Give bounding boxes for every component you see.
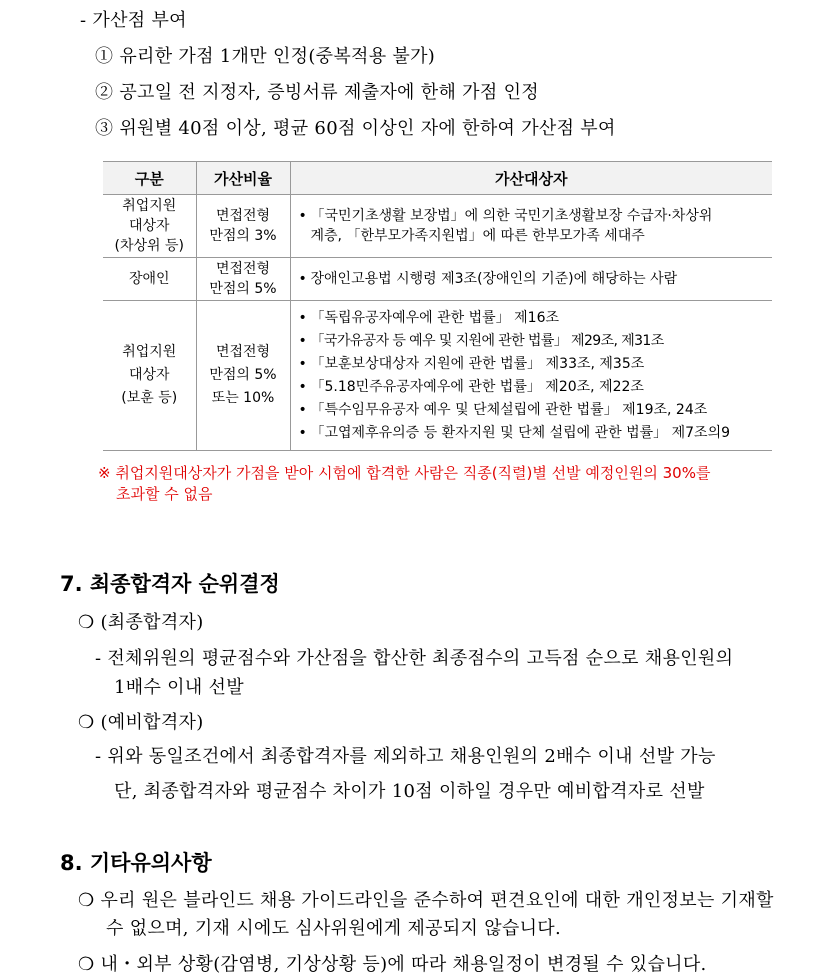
cell-line: 취업지원: [122, 198, 177, 214]
table-row: [103, 195, 772, 258]
table-row: [103, 301, 772, 451]
reserve-passer-text-1: - 위와 동일조건에서 최종합격자를 제외하고 채용인원의 2배수 이내 선발 가능: [95, 746, 716, 767]
rate-cell: [196, 195, 290, 258]
notice-2: ❍ 내・외부 상황(감염병, 기상상황 등)에 따라 채용일정이 변경될 수 있습니다.: [78, 954, 707, 975]
cell-line: 대상자: [128, 367, 170, 383]
rate-cell: [196, 301, 290, 451]
bonus-table: [103, 161, 772, 451]
targets-cell: [290, 301, 772, 451]
section-7-title: 7. 최종합격자 순위결정: [60, 572, 280, 596]
column-header: 구분: [103, 162, 196, 195]
cell-line: 만점의 5%: [209, 367, 277, 383]
cell-line: 장애인: [128, 271, 170, 287]
final-passer-text-1: - 전체위원의 평균점수와 가산점을 합산한 최종점수의 고득점 순으로 채용인원의: [95, 648, 734, 669]
bonus-rule-1: ① 유리한 가점 1개만 인정(중복적용 불가): [95, 46, 436, 67]
column-header: 가산비율: [196, 162, 290, 195]
cell-line: 면접전형: [215, 261, 271, 277]
column-header: 가산대상자: [290, 162, 772, 195]
note-line-1: ※ 취업지원대상자가 가점을 받아 시험에 합격한 사람은 직종(직렬)별 선발 예정인원의 30%를: [98, 464, 711, 482]
target-item: • 「특수임무유공자 예우 및 단체설립에 관한 법률」 제19조, 24조: [298, 401, 708, 418]
reserve-passer-label: ❍ (예비합격자): [78, 712, 204, 733]
notice-1-line-2: 수 없으며, 기재 시에도 심사위원에게 제공되지 않습니다.: [106, 918, 561, 939]
cell-line: (보훈 등): [121, 390, 178, 406]
category-cell: [103, 258, 196, 301]
target-item: • 「고엽제후유의증 등 환자지원 및 단체 설립에 관한 법률」 제7조의9: [298, 424, 731, 441]
cell-line: 면접전형: [215, 344, 271, 360]
bonus-rule-3: ③ 위원별 40점 이상, 평균 60점 이상인 자에 한하여 가산점 부여: [95, 118, 616, 139]
targets-cell: [290, 258, 772, 301]
target-item-cont: 계층, 「한부모가족지원법」에 따른 한부모가족 세대주: [310, 228, 645, 244]
reserve-passer-text-2: 단, 최종합격자와 평균점수 차이가 10점 이하일 경우만 예비합격자로 선발: [114, 781, 705, 802]
bonus-rule-2: ② 공고일 전 지정자, 증빙서류 제출자에 한해 가점 인정: [95, 82, 539, 103]
cell-line: 만점의 3%: [209, 228, 277, 244]
table-row: [103, 258, 772, 301]
cell-line: 만점의 5%: [209, 281, 277, 297]
cell-line: (차상위 등): [114, 238, 184, 254]
target-item: • 「5.18민주유공자예우에 관한 법률」 제20조, 제22조: [298, 378, 644, 395]
notice-1-line-1: ❍ 우리 원은 블라인드 채용 가이드라인을 준수하여 편견요인에 대한 개인정보는 기재할: [78, 890, 774, 911]
cell-line: 취업지원: [122, 344, 177, 360]
final-passer-label: ❍ (최종합격자): [78, 612, 204, 633]
targets-cell: [290, 195, 772, 258]
rate-cell: [196, 258, 290, 301]
target-item: • 장애인고용법 시행령 제3조(장애인의 기준)에 해당하는 사람: [298, 271, 678, 287]
final-passer-text-2: 1배수 이내 선발: [114, 677, 244, 698]
cell-line: 면접전형: [215, 208, 271, 224]
section-8-title: 8. 기타유의사항: [60, 851, 212, 875]
table-header-row: [103, 162, 772, 195]
target-item: • 「국가유공자 등 예우 및 지원에 관한 법률」 제29조, 제31조: [298, 332, 664, 349]
cell-line: 또는 10%: [211, 390, 275, 406]
cell-line: 대상자: [128, 218, 170, 234]
target-item: • 「보훈보상대상자 지원에 관한 법률」 제33조, 제35조: [298, 355, 645, 372]
target-item: • 「국민기초생활 보장법」에 의한 국민기초생활보장 수급자·차상위: [298, 208, 713, 224]
category-cell: [103, 301, 196, 451]
note-line-2: 초과할 수 없음: [116, 485, 213, 503]
target-item: • 「독립유공자예우에 관한 법률」 제16조: [298, 309, 560, 326]
bonus-heading: - 가산점 부여: [80, 10, 187, 31]
category-cell: [103, 195, 196, 258]
